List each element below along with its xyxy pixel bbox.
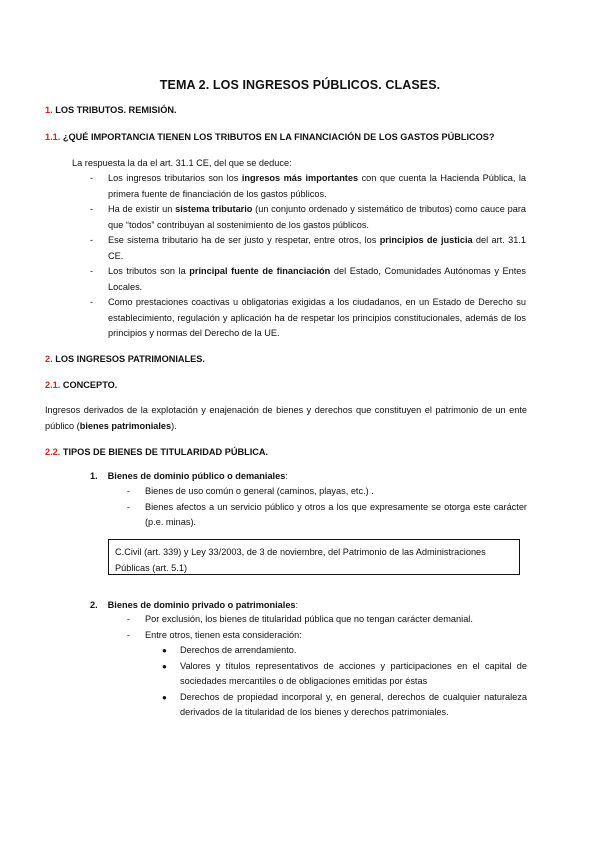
section-title: LOS TRIBUTOS. REMISIÓN. xyxy=(52,105,177,115)
list-item: - Ha de existir un sistema tributario (un conjunto ordenado y sistemático de tributos) como cauce para que “todos” contribuyan al sostenimiento de los gastos públicos. xyxy=(88,202,526,233)
list-item: ● Derechos de propiedad incorporal y, en general, derechos de cualquier naturaleza derivados de la titularidad de los bienes y derechos patrimoniales. xyxy=(160,690,527,721)
tipo-2-bullets xyxy=(160,643,527,721)
section-number: 2.2. xyxy=(45,447,61,457)
list-item: - Los tributos son la principal fuente de financiación del Estado, Comunidades Autónomas y Entes Locales. xyxy=(88,264,526,295)
concepto-paragraph: Ingresos derivados de la explotación y enajenación de bienes y derechos que constituyen el patrimonio de un ente público (bienes patrimoniales). xyxy=(45,405,527,431)
legal-reference-box: C.Civil (art. 339) y Ley 33/2003, de 3 de noviembre, del Patrimonio de las Administraciones Públicas (art. 5.1) xyxy=(108,539,520,575)
section-title: CONCEPTO. xyxy=(60,380,118,390)
section-heading-2 xyxy=(45,352,205,368)
list-item: - Bienes de uso común o general (caminos, playas, etc.) . xyxy=(125,484,527,500)
section-heading-2-1 xyxy=(45,378,117,394)
list-item: - Como prestaciones coactivas u obligatorias exigidas a los ciudadanos, en un Estado de Derecho su establecimiento, regulación y aplicación ha de respetar los principios constitucionales, además de los principios y normas del Derecho de la UE. xyxy=(88,295,526,342)
list-item: - Los ingresos tributarios son los ingresos más importantes con que cuenta la Hacienda Pública, la primera fuente de financiación de los gastos públicos. xyxy=(88,171,526,202)
section-number: 1. xyxy=(45,105,53,115)
tipo-1-list xyxy=(125,484,527,531)
section-heading-2-2 xyxy=(45,445,268,461)
tipo-2-heading: 2. Bienes de dominio privado o patrimoniales: xyxy=(90,600,299,610)
list-item: - Ese sistema tributario ha de ser justo y respetar, entre otros, los principios de justicia del art. 31.1 CE. xyxy=(88,233,526,264)
page-title: TEMA 2. LOS INGRESOS PÚBLICOS. CLASES. xyxy=(159,78,441,92)
list-item: - Por exclusión, los bienes de titularidad pública que no tengan carácter demanial. xyxy=(125,612,527,628)
section-number: 2. xyxy=(45,354,53,364)
section-heading-1 xyxy=(45,103,177,119)
section-title: ¿QUÉ IMPORTANCIA TIENEN LOS TRIBUTOS EN LA FINANCIACIÓN DE LOS GASTOS PÚBLICOS? xyxy=(60,132,495,142)
list-item: ● Valores y títulos representativos de acciones y participaciones en el capital de sociedades mercantiles o de obligaciones emitidas por éstas xyxy=(160,659,527,690)
intro-paragraph: La respuesta la da el art. 31.1 CE, del que se deduce: xyxy=(72,158,292,168)
section-title: LOS INGRESOS PATRIMONIALES. xyxy=(52,354,205,364)
section-number: 1.1. xyxy=(45,132,61,142)
section-number: 2.1. xyxy=(45,380,61,390)
tipo-2-list xyxy=(125,612,527,643)
tributos-list xyxy=(88,171,526,342)
tipo-1-heading: 1. Bienes de dominio público o demaniales: xyxy=(90,471,288,481)
list-item: - Entre otros, tienen esta consideración: xyxy=(125,628,527,644)
list-item: ● Derechos de arrendamiento. xyxy=(160,643,527,659)
section-heading-1-1 xyxy=(45,130,495,146)
list-item: - Bienes afectos a un servicio público y otros a los que expresamente se otorga este carácter (p.e. minas). xyxy=(125,500,527,531)
section-title: TIPOS DE BIENES DE TITULARIDAD PÚBLICA. xyxy=(60,447,269,457)
